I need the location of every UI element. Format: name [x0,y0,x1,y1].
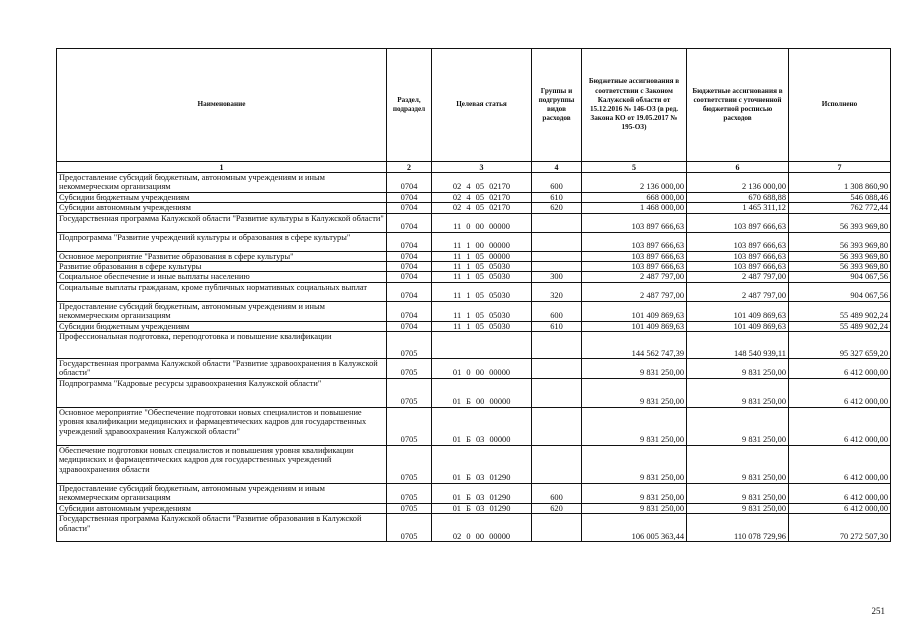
table-row [57,192,891,202]
cell-law-allocation: 106 005 363,44 [582,514,687,542]
cell-executed-amount: 95 327 659,20 [789,332,891,359]
cell-name: Государственная программа Калужской области "Развитие здравоохранения в Калужской области" [57,359,387,379]
cell-name: Обеспечение подготовки новых специалистов и повышения уровня квалификации медицинских и фармацевтических кадров для государственных учреждений здравоохранения области [57,445,387,483]
table-row [57,282,891,301]
cell-executed-amount: 6 412 000,00 [789,503,891,513]
cell-target-article: 11 1 05 05030 [432,272,532,282]
table-row [57,514,891,542]
cell-law-allocation: 9 831 250,00 [582,378,687,407]
cell-law-allocation: 103 897 666,63 [582,213,687,232]
cell-name: Предоставление субсидий бюджетным, автономным учреждениям и иным некоммерческим организациям [57,173,387,193]
cell-law-allocation: 101 409 869,63 [582,321,687,331]
cell-target-article: 02 4 05 02170 [432,192,532,202]
cell-refined-allocation: 148 540 939,11 [687,332,789,359]
cell-section-code: 0705 [387,514,432,542]
cell-executed-amount: 6 412 000,00 [789,483,891,503]
cell-refined-allocation: 101 409 869,63 [687,321,789,331]
cell-target-article: 11 1 05 05030 [432,321,532,331]
cell-target-article: 02 4 05 02170 [432,203,532,213]
cell-executed-amount: 56 393 969,80 [789,232,891,251]
table-row [57,301,891,321]
cell-target-article [432,332,532,359]
cell-law-allocation: 2 487 797,00 [582,282,687,301]
column-number: 6 [687,162,789,173]
cell-refined-allocation: 2 136 000,00 [687,173,789,193]
column-number: 1 [57,162,387,173]
cell-section-code: 0704 [387,173,432,193]
cell-executed-amount: 904 067,56 [789,272,891,282]
cell-section-code: 0705 [387,359,432,379]
page-number: 251 [871,606,885,616]
table-row [57,251,891,261]
cell-name: Основное мероприятие "Обеспечение подготовки новых специалистов и повышение уровня квалификации медицинских и фармацевтических кадров для государственных учреждений здравоохранения Калужской области" [57,407,387,445]
cell-expense-group: 320 [532,282,582,301]
cell-section-code: 0704 [387,251,432,261]
cell-name: Развитие образования в сфере культуры [57,262,387,272]
budget-table [56,48,891,542]
cell-refined-allocation: 9 831 250,00 [687,483,789,503]
cell-law-allocation: 144 562 747,39 [582,332,687,359]
cell-expense-group: 600 [532,173,582,193]
table-row [57,321,891,331]
column-number: 7 [789,162,891,173]
cell-section-code: 0704 [387,203,432,213]
cell-section-code: 0704 [387,301,432,321]
cell-target-article: 11 1 00 00000 [432,232,532,251]
header-target: Целевая статья [432,49,532,162]
cell-target-article: 01 Б 03 01290 [432,483,532,503]
cell-section-code: 0705 [387,378,432,407]
cell-refined-allocation: 1 465 311,12 [687,203,789,213]
cell-law-allocation: 668 000,00 [582,192,687,202]
cell-expense-group: 610 [532,192,582,202]
table-row [57,483,891,503]
cell-law-allocation: 9 831 250,00 [582,445,687,483]
cell-name: Основное мероприятие "Развитие образования в сфере культуры" [57,251,387,261]
cell-executed-amount: 6 412 000,00 [789,407,891,445]
cell-expense-group [532,262,582,272]
table-header-row [57,49,891,162]
cell-expense-group [532,445,582,483]
cell-executed-amount: 904 067,56 [789,282,891,301]
cell-refined-allocation: 103 897 666,63 [687,251,789,261]
table-row [57,213,891,232]
cell-name: Социальное обеспечение и иные выплаты населению [57,272,387,282]
cell-name: Государственная программа Калужской области "Развитие образования в Калужской области" [57,514,387,542]
cell-law-allocation: 9 831 250,00 [582,503,687,513]
column-number-row [57,162,891,173]
cell-expense-group: 600 [532,301,582,321]
cell-law-allocation: 9 831 250,00 [582,483,687,503]
table-row [57,407,891,445]
cell-law-allocation: 103 897 666,63 [582,251,687,261]
table-row [57,503,891,513]
cell-refined-allocation: 103 897 666,63 [687,213,789,232]
cell-expense-group [532,213,582,232]
cell-section-code: 0705 [387,483,432,503]
cell-executed-amount: 55 489 902,24 [789,321,891,331]
cell-name: Субсидии бюджетным учреждениям [57,192,387,202]
header-refined-allocation: Бюджетные ассигнования в соответствии с уточненной бюджетной росписью расходов [687,49,789,162]
table-row [57,445,891,483]
cell-expense-group [532,359,582,379]
cell-expense-group [532,378,582,407]
column-number: 2 [387,162,432,173]
cell-name: Подпрограмма "Кадровые ресурсы здравоохранения Калужской области" [57,378,387,407]
table-row [57,272,891,282]
cell-refined-allocation: 9 831 250,00 [687,378,789,407]
cell-section-code: 0705 [387,407,432,445]
cell-refined-allocation: 2 487 797,00 [687,272,789,282]
cell-target-article: 01 Б 03 01290 [432,445,532,483]
cell-executed-amount: 546 088,46 [789,192,891,202]
cell-name: Субсидии автономным учреждениям [57,503,387,513]
cell-target-article: 11 0 00 00000 [432,213,532,232]
table-row [57,173,891,193]
cell-section-code: 0704 [387,213,432,232]
cell-expense-group: 600 [532,483,582,503]
cell-target-article: 02 0 00 00000 [432,514,532,542]
cell-executed-amount: 56 393 969,80 [789,251,891,261]
cell-target-article: 01 Б 00 00000 [432,378,532,407]
cell-expense-group: 620 [532,503,582,513]
cell-target-article: 11 1 05 05030 [432,282,532,301]
cell-expense-group [532,407,582,445]
cell-refined-allocation: 9 831 250,00 [687,407,789,445]
cell-refined-allocation: 101 409 869,63 [687,301,789,321]
cell-target-article: 01 Б 03 01290 [432,503,532,513]
cell-expense-group: 610 [532,321,582,331]
cell-section-code: 0704 [387,192,432,202]
cell-expense-group: 300 [532,272,582,282]
cell-law-allocation: 101 409 869,63 [582,301,687,321]
cell-executed-amount: 6 412 000,00 [789,445,891,483]
cell-law-allocation: 103 897 666,63 [582,262,687,272]
cell-law-allocation: 9 831 250,00 [582,359,687,379]
cell-name: Профессиональная подготовка, переподготовка и повышение квалификации [57,332,387,359]
table-row [57,332,891,359]
cell-target-article: 11 1 05 05030 [432,301,532,321]
cell-law-allocation: 2 136 000,00 [582,173,687,193]
cell-refined-allocation: 9 831 250,00 [687,359,789,379]
cell-law-allocation: 103 897 666,63 [582,232,687,251]
cell-name: Субсидии бюджетным учреждениям [57,321,387,331]
cell-section-code: 0704 [387,321,432,331]
cell-law-allocation: 1 468 000,00 [582,203,687,213]
header-section: Раздел, подраздел [387,49,432,162]
cell-expense-group [532,251,582,261]
cell-refined-allocation: 103 897 666,63 [687,262,789,272]
cell-executed-amount: 762 772,44 [789,203,891,213]
table-row [57,359,891,379]
cell-refined-allocation: 110 078 729,96 [687,514,789,542]
cell-name: Социальные выплаты гражданам, кроме публичных нормативных социальных выплат [57,282,387,301]
cell-section-code: 0704 [387,232,432,251]
cell-section-code: 0704 [387,262,432,272]
table-row [57,232,891,251]
cell-law-allocation: 9 831 250,00 [582,407,687,445]
cell-section-code: 0704 [387,282,432,301]
cell-name: Подпрограмма "Развитие учреждений культуры и образования в сфере культуры" [57,232,387,251]
cell-section-code: 0705 [387,445,432,483]
cell-section-code: 0705 [387,503,432,513]
cell-refined-allocation: 9 831 250,00 [687,445,789,483]
cell-refined-allocation: 103 897 666,63 [687,232,789,251]
column-number: 4 [532,162,582,173]
cell-refined-allocation: 670 688,88 [687,192,789,202]
cell-refined-allocation: 2 487 797,00 [687,282,789,301]
cell-executed-amount: 6 412 000,00 [789,378,891,407]
cell-name: Субсидии автономным учреждениям [57,203,387,213]
cell-expense-group [532,514,582,542]
header-group: Группы и подгруппы видов расходов [532,49,582,162]
cell-name: Предоставление субсидий бюджетным, автономным учреждениям и иным некоммерческим организациям [57,301,387,321]
cell-expense-group [532,232,582,251]
cell-executed-amount: 70 272 507,30 [789,514,891,542]
cell-expense-group: 620 [532,203,582,213]
cell-name: Государственная программа Калужской области "Развитие культуры в Калужской области" [57,213,387,232]
cell-refined-allocation: 9 831 250,00 [687,503,789,513]
table-row [57,378,891,407]
cell-target-article: 01 Б 03 00000 [432,407,532,445]
column-number: 5 [582,162,687,173]
cell-expense-group [532,332,582,359]
header-name: Наименование [57,49,387,162]
cell-executed-amount: 1 308 860,90 [789,173,891,193]
cell-name: Предоставление субсидий бюджетным, автономным учреждениям и иным некоммерческим организациям [57,483,387,503]
cell-target-article: 11 1 05 00000 [432,251,532,261]
cell-section-code: 0704 [387,272,432,282]
cell-section-code: 0705 [387,332,432,359]
cell-target-article: 02 4 05 02170 [432,173,532,193]
cell-executed-amount: 6 412 000,00 [789,359,891,379]
cell-law-allocation: 2 487 797,00 [582,272,687,282]
table-row [57,203,891,213]
cell-executed-amount: 56 393 969,80 [789,262,891,272]
header-executed: Исполнено [789,49,891,162]
cell-target-article: 11 1 05 05030 [432,262,532,272]
column-number: 3 [432,162,532,173]
table-row [57,262,891,272]
header-law-allocation: Бюджетные ассигнования в соответствии с Законом Калужской области от 15.12.2016 № 146-ОЗ (в ред. Закона КО от 19.05.2017 № 195-ОЗ) [582,49,687,162]
cell-executed-amount: 56 393 969,80 [789,213,891,232]
cell-executed-amount: 55 489 902,24 [789,301,891,321]
cell-target-article: 01 0 00 00000 [432,359,532,379]
